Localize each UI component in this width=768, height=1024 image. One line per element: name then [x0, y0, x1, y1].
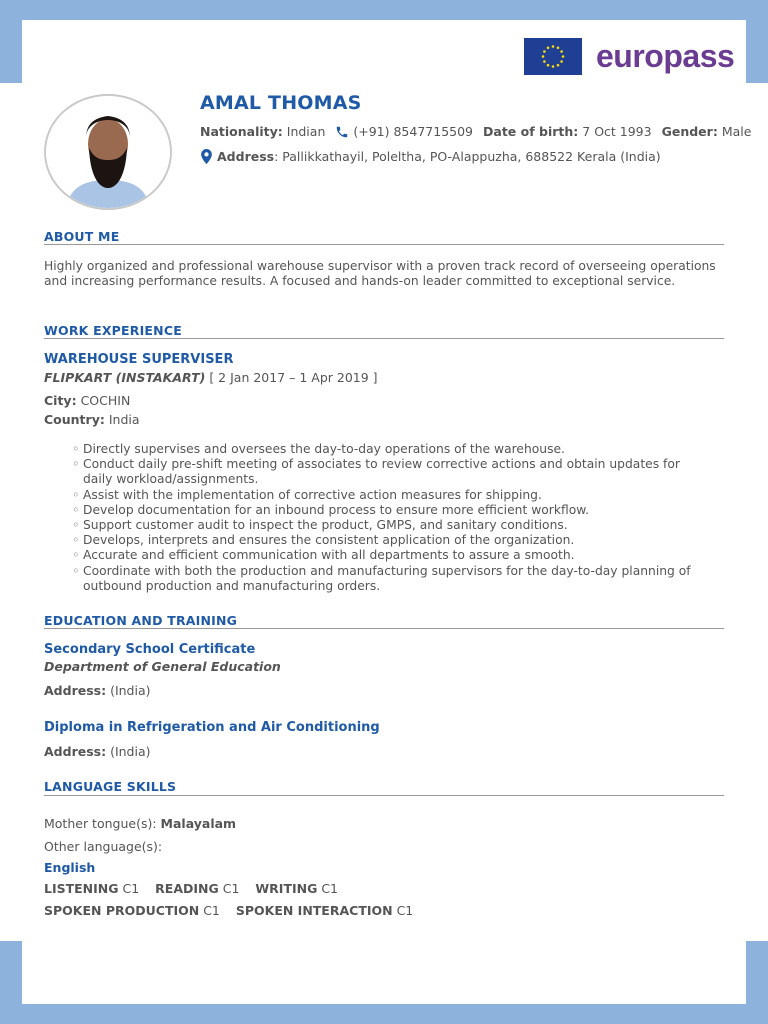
other-languages-label: Other language(s):: [44, 839, 163, 854]
profile-photo: [44, 94, 172, 210]
education-item-address: [44, 683, 151, 698]
address-value: (India): [106, 744, 151, 759]
country-value: India: [104, 412, 140, 427]
about-text: Highly organized and professional warehouse supervisor with a proven track record of overseeing operations and increasing performance results. A focused and hands-on leader committed to exceptional service.: [44, 259, 716, 288]
dob-label: Date of birth:: [483, 124, 579, 139]
section-divider: [44, 795, 724, 796]
mother-tongue-label: Mother tongue(s):: [44, 816, 161, 831]
language-section-title: LANGUAGE SKILLS: [44, 779, 177, 794]
city-field: [44, 393, 130, 408]
address-line: [200, 149, 661, 164]
country-label: Country:: [44, 412, 105, 427]
employer-line: [44, 370, 378, 385]
education-section-title: EDUCATION AND TRAINING: [44, 613, 238, 628]
list-item: ◦ Assist with the implementation of corrective action measures for shipping.: [72, 488, 712, 503]
phone-number: (+91) 8547715509: [353, 124, 474, 139]
mother-tongue-value: Malayalam: [160, 816, 237, 831]
mother-tongue-row: [44, 816, 236, 831]
address-label: Address:: [44, 683, 107, 698]
corner-band-top-left: [0, 0, 22, 83]
country-field: [44, 412, 140, 427]
location-pin-icon: [200, 149, 213, 164]
gender-value: Male: [721, 124, 752, 139]
language-name: English: [44, 860, 96, 875]
job-dates: [ 2 Jan 2017 – 1 Apr 2019 ]: [205, 370, 378, 385]
gender-label: Gender:: [661, 124, 718, 139]
list-item: ◦ Develop documentation for an inbound process to ensure more efficient workflow.: [72, 503, 712, 518]
personal-info-line: [200, 124, 751, 139]
language-skills-row: [44, 881, 338, 896]
language-spoken-row: [44, 903, 413, 918]
address-value: (India): [106, 683, 151, 698]
nationality-value: Indian: [286, 124, 326, 139]
work-section-title: WORK EXPERIENCE: [44, 323, 182, 338]
corner-band-top-right: [746, 0, 768, 83]
education-item-title: Diploma in Refrigeration and Air Conditioning: [44, 720, 380, 735]
address-label: Address:: [44, 744, 107, 759]
phone-icon: [335, 125, 349, 139]
listening-level: C1: [118, 881, 140, 896]
reading-level: C1: [218, 881, 240, 896]
europass-logo: [524, 38, 734, 75]
bottom-border-band: [0, 1004, 768, 1024]
spoken-interaction-label: SPOKEN INTERACTION: [235, 903, 393, 918]
education-item-org: Department of General Education: [44, 659, 281, 674]
spoken-production-label: SPOKEN PRODUCTION: [44, 903, 200, 918]
duties-list: [72, 442, 712, 594]
education-item-address: [44, 744, 151, 759]
address-value: : Pallikkathayil, Poleltha, PO-Alappuzha, 688522 Kerala (India): [274, 149, 661, 164]
section-divider: [44, 628, 724, 629]
corner-band-bottom-right: [746, 941, 768, 1024]
top-border-band: [0, 0, 768, 20]
list-item: ◦ Conduct daily pre-shift meeting of associates to review corrective actions and obtain updates for daily workload/assignments.: [72, 457, 712, 487]
about-section-title: ABOUT ME: [44, 229, 120, 244]
section-divider: [44, 338, 724, 339]
list-item: ◦ Accurate and efficient communication with all departments to assure a smooth.: [72, 548, 712, 563]
person-photo-icon: [46, 96, 170, 208]
employer-name: FLIPKART (INSTAKART): [44, 370, 206, 385]
section-divider: [44, 244, 724, 245]
nationality-label: Nationality:: [200, 124, 283, 139]
city-value: COCHIN: [76, 393, 131, 408]
writing-label: WRITING: [255, 881, 318, 896]
spoken-interaction-level: C1: [392, 903, 414, 918]
listening-label: LISTENING: [44, 881, 119, 896]
reading-label: READING: [155, 881, 219, 896]
city-label: City:: [44, 393, 77, 408]
list-item: ◦ Develops, interprets and ensures the consistent application of the organization.: [72, 533, 712, 548]
europass-wordmark: europass: [596, 38, 735, 74]
job-title: WAREHOUSE SUPERVISER: [44, 352, 234, 367]
education-item-title: Secondary School Certificate: [44, 642, 256, 657]
writing-level: C1: [317, 881, 338, 896]
candidate-name: AMAL THOMAS: [200, 92, 362, 114]
list-item: ◦ Support customer audit to inspect the product, GMPS, and sanitary conditions.: [72, 518, 712, 533]
spoken-production-level: C1: [199, 903, 220, 918]
address-label: Address: [217, 149, 275, 164]
corner-band-bottom-left: [0, 941, 22, 1024]
list-item: ◦ Directly supervises and oversees the day-to-day operations of the warehouse.: [72, 442, 712, 457]
dob-value: 7 Oct 1993: [582, 124, 652, 139]
eu-flag-icon: [524, 38, 582, 75]
list-item: ◦ Coordinate with both the production and manufacturing supervisors for the day-to-day planning of outbound production and manufacturing orders.: [72, 564, 712, 594]
